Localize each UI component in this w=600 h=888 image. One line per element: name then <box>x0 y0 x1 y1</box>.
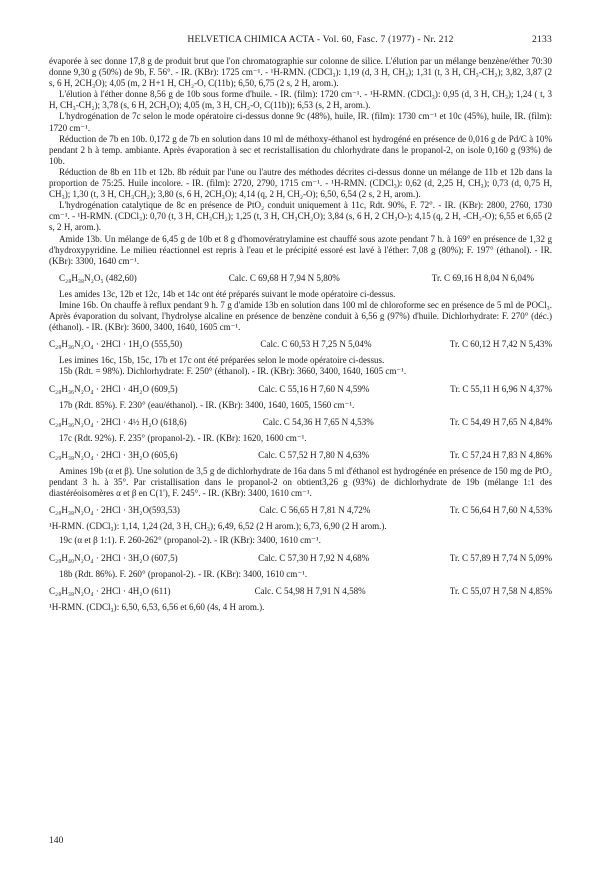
calc-values: Calc. C 57,30 H 7,92 N 4,68% <box>258 552 370 563</box>
molecular-formula: C₂₉H₄₀N₂O₄ · 2HCl · 3H₂O (607,5) <box>49 552 178 563</box>
paragraph-7: Amide 13b. Un mélange de 6,45 g de 10b et 8 g d'homovératrylamine est chauffé sous azote pendant 7 h. à 169° en présence de 1,32 g d'hydroxypyridine. Le milieu réactionnel est repris à l'eau et le précipité essoré est lavé à l'éther: 7,08 g (80%); F. 197° (éthanol). - IR. (KBr): 3300, 1640 cm⁻¹. <box>49 233 552 266</box>
analysis-line-4 <box>49 417 552 428</box>
paragraph-17b: 17b (Rdt. 85%). F. 230° (eau/éthanol). - IR. (KBr): 3400, 1640, 1605, 1560 cm⁻¹. <box>59 399 355 410</box>
analysis-line-3 <box>49 384 552 395</box>
paragraph-1: évaporée à sec donne 17,8 g de produit brut que l'on chromatographie sur colonne de silice. L'élution par un mélange benzène/éther 70:30 donne 9,30 g (50%) de 9b, F. 56°. - IR. (KBr): 1725 cm⁻¹. - ¹H-RMN. (CDCl₃): 1,19 (d, 3 H, CH₃); 1,31 (t, 3 H, CH₃-CH₂); 3,82, 3,87 (2 s, 6 H, 2CH₃O); 4,05 (m, 2 H+1 H, CH₂-O, C(11b); 6,50, 6,75 (2 s, 2 H, arom.). <box>49 56 552 89</box>
paragraph-amines: Amines 19b (α et β). Une solution de 3,5 g de dichlorhydrate de 16a dans 5 ml d'éthanol est hydrogénée en présence de 150 mg de PtO₂ pendant 3 h. à 35°. Par cristallisation dans le propanol-2 on obtient3,26 g (93%) de dichlorhydrate de 19b (mélange 1:1 des diastéréoisomères α et β en C(1'), F. 245°. - IR. (KBr): 3400, 1610 cm⁻¹. <box>49 466 552 499</box>
paragraph-2: L'élution à l'éther donne 8,56 g de 10b sous forme d'huile. - IR. (film): 1720 cm⁻¹. - ¹H-RMN. (CDCl₃): 0,95 (d, 3 H, CH₃); 1,24 ( t, 3 H, CH₃-CH₂); 3,78 (s, 6 H, 2CH₃O); 4,05 (m, 3 H, CH₂-O, C(11b)); 6,53 (s, 2 H, arom.). <box>49 89 552 111</box>
found-values: Tr. C 57,89 H 7,74 N 5,09% <box>449 552 552 563</box>
found-values: Tr. C 69,16 H 8,04 N 6,04% <box>431 272 534 283</box>
paragraph-15b: 15b (Rdt. = 98%). Dichlorhydrate: F. 250° (éthanol). - IR. (KBr): 3660, 3400, 1640, 1605 cm⁻¹. <box>59 366 407 377</box>
paragraph-18b: 18b (Rdt. 86%). F. 260° (propanol-2). - IR. (KBr): 3400, 1610 cm⁻¹. <box>59 568 308 579</box>
molecular-formula: C₂₈H₃₆N₂O₄ · 2HCl · 4½ H₂O (618,6) <box>49 416 187 427</box>
analysis-line-6 <box>49 505 552 516</box>
paragraph-17c: 17c (Rdt. 92%). F. 235° (propanol-2). - IR. (KBr): 1620, 1600 cm⁻¹. <box>59 432 307 443</box>
journal-title: HELVETICA CHIMICA ACTA - Vol. 60, Fasc. 7 (1977) - Nr. 212 <box>187 34 454 45</box>
molecular-formula: C₂₈H₃₈N₂O₄ · 2HCl · 3H₂O(593,53) <box>49 505 180 516</box>
folio-number: 140 <box>49 835 64 846</box>
found-values: Tr. C 57,24 H 7,83 N 4,86% <box>449 449 552 460</box>
found-values: Tr. C 55,07 H 7,58 N 4,85% <box>449 585 552 596</box>
found-values: Tr. C 54,49 H 7,65 N 4,84% <box>449 416 552 427</box>
molecular-formula: C₂₈H₃₆N₂O₄ · 2HCl · 4H₂O (609,5) <box>49 383 178 394</box>
analysis-line-1 <box>49 273 552 284</box>
paragraph-3: L'hydrogénation de 7c selon le mode opératoire ci-dessus donne 9c (48%), huile, IR. (film): 1730 cm⁻¹ et 10c (45%), huile, IR. (film): 1720 cm⁻¹. <box>49 111 552 133</box>
found-values: Tr. C 55,11 H 6,96 N 4,37% <box>450 383 552 394</box>
paragraph-4: Réduction de 7b en 10b. 0,172 g de 7b en solution dans 10 ml de méthoxy-éthanol est hydrogéné en présence de 0,016 g de Pd/C à 10% pendant 2 h à temp. ambiante. Après évaporation à sec et recristallisation du chlorhydrate dans le propanol-2, on isole 0,160 g (93%) de 10b. <box>49 133 552 166</box>
paragraph-imine: Imine 16b. On chauffe à reflux pendant 9 h. 7 g d'amide 13b en solution dans 100 ml de chloroforme sec en présence de 5 ml de POCl₃. Après évaporation du solvant, l'hydrolyse alcaline en présence de benzène conduit à 6,56 g (97%) d'huile. Dichlorhydrate: F. 270° (déc.) (éthanol). - IR. (KBr): 3600, 3400, 1640, 1605 cm⁻¹. <box>49 299 552 333</box>
paragraph-6: L'hydrogénation catalytique de 8c en présence de PtO₂ conduit uniquement à 11c, Rdt. 90%, F. 72°. - IR. (KBr): 2800, 2760, 1730 cm⁻¹. - ¹H-RMN. (CDCl₃): 0,70 (t, 3 H, CH₃CH₂); 1,25 (t, 3 H, CH₃CH₂O); 3,84 (s, 6 H, 2 CH₃O-); 4,15 (q, 2 H, -CH₂-O); 6,55 et 6,65 (2 s, 2 H, arom.). <box>49 200 552 233</box>
found-values: Tr. C 56,64 H 7,60 N 4,53% <box>449 505 552 516</box>
paragraph-5: Réduction de 8b en 11b et 12b. 8b réduit par l'une ou l'autre des méthodes décrites ci-dessus donne un mélange de 11b et 12b dans la proportion de 75:25. Huile incolore. - IR. (film): 2720, 2790, 1715 cm⁻¹. - ¹H-RMN. (CDCl₃): 0,62 (d, 2,25 H, CH₃); 0,73 (d, 0,75 H, CH₃); 1,30 (t, 3 H, CH₃CH₂); 3,80 (s, 6 H, 2CH₃O); 4,14 (q, 2 H, CH₂-O); 6,50, 6,54 (2 s, 2 H, arom.). <box>49 166 552 200</box>
molecular-formula: C₂₈H₃₆N₂O₄ · 2HCl · 1H₂O (555,50) <box>49 339 183 350</box>
calc-values: Calc. C 60,53 H 7,25 N 5,04% <box>260 339 372 350</box>
paragraph-rmn-19b: ¹H-RMN. (CDCl₃): 1,14, 1,24 (2d, 3 H, CH₃); 6,49, 6,52 (2 H arom.); 6,73, 6,90 (2 H arom.). <box>49 521 387 532</box>
analysis-line-8 <box>49 586 552 597</box>
molecular-formula: C₂₉H₃₈N₂O₄ · 2HCl · 3H₂O (605,6) <box>49 449 178 460</box>
paragraph-amides: Les amides 13c, 12b et 12c, 14b et 14c ont été préparés suivant le mode opératoire ci-dessus. <box>59 288 396 299</box>
molecular-formula: C₂₈H₃₈N₂O₄ · 2HCl · 4H₂O (611) <box>49 585 171 596</box>
analysis-line-7 <box>49 553 552 564</box>
page-number: 2133 <box>532 34 552 45</box>
running-header <box>49 34 552 48</box>
paragraph-19c: 19c (α et β 1:1). F. 260-262° (propanol-2). - IR (KBr): 3400, 1610 cm⁻¹. <box>59 535 321 546</box>
molecular-formula: C₂₈H₃₈N₂O₅ (482,60) <box>59 272 137 283</box>
calc-values: Calc. C 55,16 H 7,60 N 4,59% <box>258 383 370 394</box>
paragraph-imines: Les imines 16c, 15b, 15c, 17b et 17c ont été préparées selon le mode opératoire ci-dessus. <box>59 355 385 366</box>
found-values: Tr. C 60,12 H 7,42 N 5,43% <box>449 339 552 350</box>
calc-values: Calc. C 69,68 H 7,94 N 5,80% <box>228 272 340 283</box>
analysis-line-5 <box>49 450 552 461</box>
analysis-line-2 <box>49 339 552 350</box>
calc-values: Calc. C 56,65 H 7,81 N 4,72% <box>259 505 371 516</box>
calc-values: Calc. C 54,36 H 7,65 N 4,53% <box>262 416 374 427</box>
calc-values: Calc. C 57,52 H 7,80 N 4,63% <box>258 449 370 460</box>
paper-page <box>49 34 552 613</box>
paragraph-rmn-18b: ¹H-RMN. (CDCl₃): 6,50, 6,53, 6,56 et 6,60 (4s, 4 H arom.). <box>49 601 265 612</box>
calc-values: Calc. C 54,98 H 7,91 N 4,58% <box>254 585 366 596</box>
